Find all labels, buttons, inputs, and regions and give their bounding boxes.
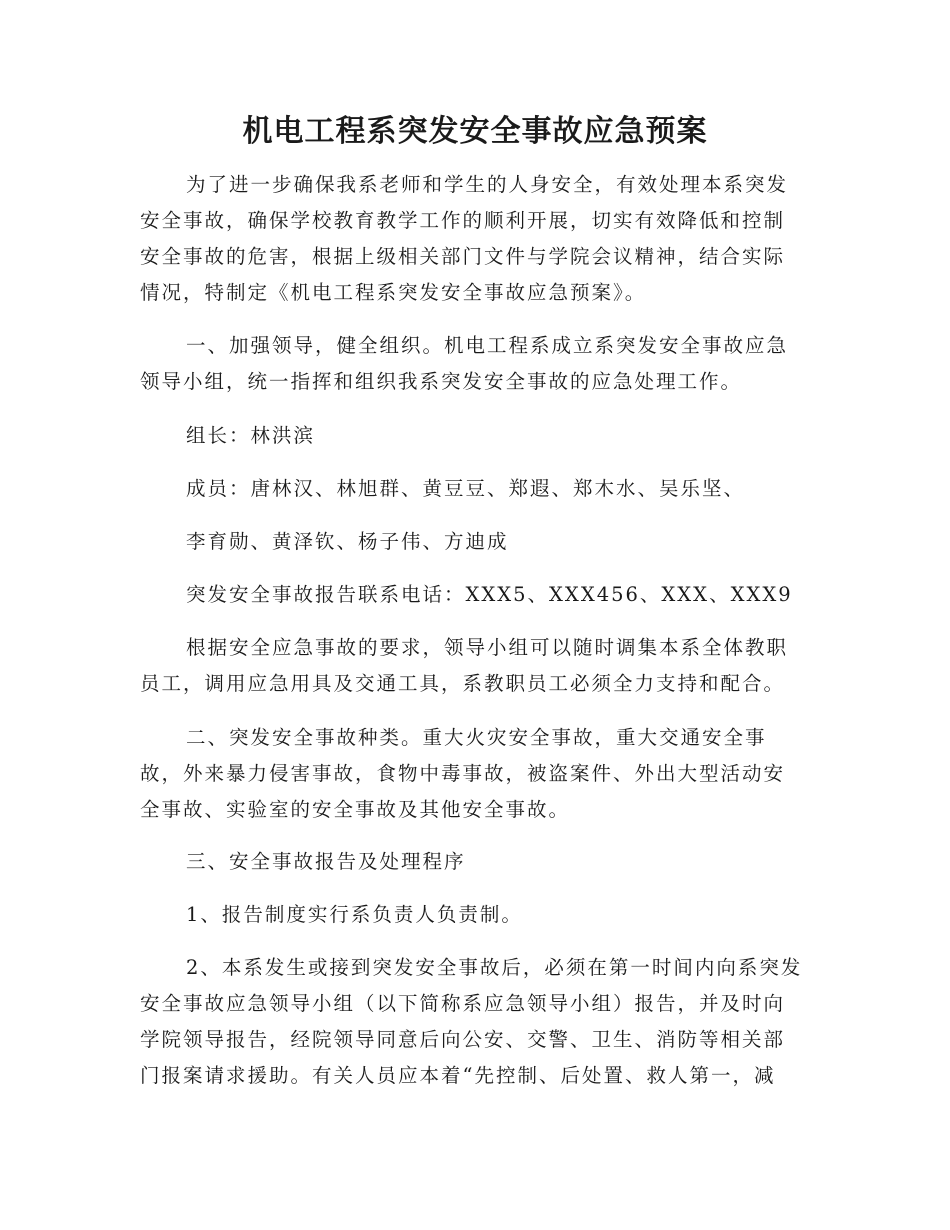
text-line: 2、本系发生或接到突发安全事故后，必须在第一时间内向系突发 bbox=[186, 956, 803, 979]
text-line: 1、报告制度实行系负责人负责制。 bbox=[186, 903, 523, 926]
text-line: 全事故、实验室的安全事故及其他安全事故。 bbox=[140, 798, 571, 821]
paragraph-members-continued bbox=[140, 524, 820, 560]
text-line: 组长：林洪滨 bbox=[186, 424, 316, 447]
paragraph-section-one bbox=[140, 328, 820, 400]
paragraph-item-2 bbox=[140, 950, 820, 1094]
text-line: 二、突发安全事故种类。重大火灾安全事故，重大交通安全事 bbox=[186, 726, 767, 749]
text-line: 情况，特制定《机电工程系突发安全事故应急预案》。 bbox=[140, 281, 647, 304]
paragraph-intro bbox=[140, 167, 820, 311]
text-line: 员工，调用应急用具及交通工具，系教职员工必须全力支持和配合。 bbox=[140, 672, 786, 695]
text-line: 李育勋、黄泽钦、杨子伟、方迪成 bbox=[186, 530, 509, 553]
paragraph-contact-phone bbox=[140, 577, 820, 613]
text-line: 三、安全事故报告及处理程序 bbox=[186, 850, 466, 873]
document-title: 机电工程系突发安全事故应急预案 bbox=[242, 114, 708, 149]
text-line: 安全事故，确保学校教育教学工作的顺利开展，切实有效降低和控制 bbox=[140, 209, 786, 232]
paragraph-leader bbox=[140, 418, 820, 454]
text-line: 门报案请求援助。有关人员应本着“先控制、后处置、救人第一，减 bbox=[140, 1064, 776, 1087]
text-line: 学院领导报告，经院领导同意后向公安、交警、卫生、消防等相关部 bbox=[140, 1028, 786, 1051]
text-line: 根据安全应急事故的要求，领导小组可以随时调集本系全体教职 bbox=[186, 636, 789, 659]
text-line: 故，外来暴力侵害事故，食物中毒事故，被盗案件、外出大型活动安 bbox=[140, 762, 786, 785]
text-line: 为了进一步确保我系老师和学生的人身安全，有效处理本系突发 bbox=[186, 173, 789, 196]
text-line: 安全事故的危害，根据上级相关部门文件与学院会议精神，结合实际 bbox=[140, 245, 786, 268]
text-line: 突发安全事故报告联系电话：XXX5、XXX456、XXX、XXX9 bbox=[186, 583, 793, 606]
text-line: 一、加强领导，健全组织。机电工程系成立系突发安全事故应急 bbox=[186, 334, 789, 357]
text-line: 领导小组，统一指挥和组织我系突发安全事故的应急处理工作。 bbox=[140, 370, 743, 393]
text-line: 安全事故应急领导小组（以下简称系应急领导小组）报告，并及时向 bbox=[140, 992, 786, 1015]
paragraph-section-three bbox=[140, 844, 820, 880]
paragraph-members bbox=[140, 471, 820, 507]
text-line: 成员：唐林汉、林旭群、黄豆豆、郑遐、郑木水、吴乐坚、 bbox=[186, 477, 746, 500]
paragraph-section-two bbox=[140, 720, 820, 828]
paragraph-item-1 bbox=[140, 897, 820, 933]
paragraph-requirements bbox=[140, 630, 820, 702]
